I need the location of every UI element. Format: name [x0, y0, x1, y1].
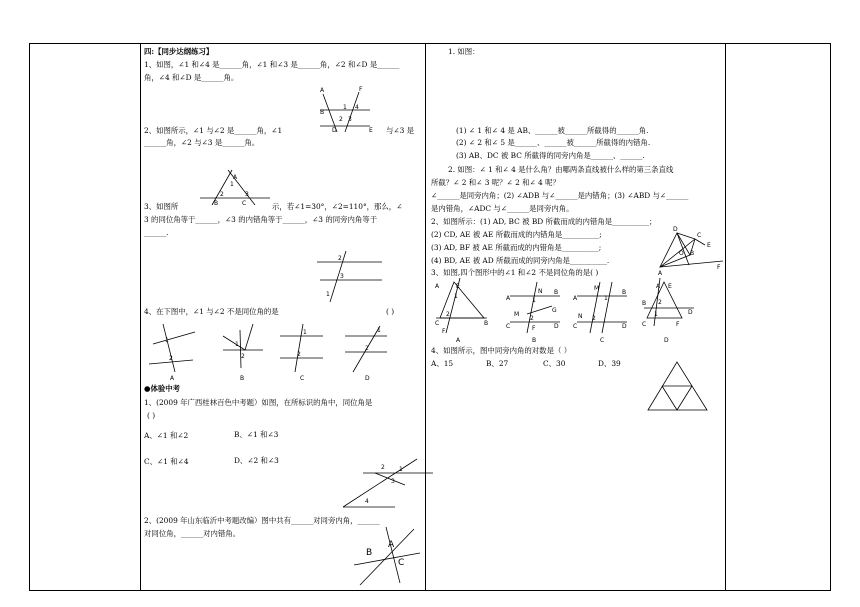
r3-option-b: B	[532, 337, 537, 344]
label-c: C	[242, 200, 247, 207]
r3a-label-c: C	[435, 320, 440, 327]
right-q2-line-2: 所截？∠ 2 和∠ 3 呢？∠ 2 和∠ 4 呢？	[431, 178, 560, 187]
column-divider-3	[725, 43, 726, 591]
label-b: B	[366, 548, 373, 558]
label-o: O	[679, 250, 684, 257]
exam-1-option-d: D、∠2 和∠3	[234, 456, 279, 465]
label-2: 2	[220, 191, 224, 198]
label-4: 4	[355, 104, 359, 111]
right-q1-c: (3) AB、DC 被 BC 所截得的同旁内角是______、______.	[456, 151, 645, 160]
figure-r4-triangle	[645, 360, 710, 412]
figure-q4-options	[145, 320, 390, 380]
angle-1-d: 1	[377, 327, 381, 334]
exam-heading: ●体验中考	[144, 384, 181, 393]
question-2-line-1: 2、如图所示，∠1 与∠2 是______角，∠1	[144, 126, 283, 135]
label-1: 1	[343, 104, 347, 111]
r3b-label-a: A	[506, 295, 511, 302]
r3b-label-f: F	[532, 325, 536, 332]
angle-4: 4	[365, 498, 369, 505]
angle-1: 1	[399, 466, 403, 473]
angle-2-c: 2	[297, 351, 301, 358]
option-b-label: B	[240, 375, 245, 382]
right-r4-option-c: C、30	[543, 359, 566, 368]
label-b: B	[690, 250, 695, 257]
exam-2-line-1: 2、(2009 年山东临沂中考题改编）图中共有______对同旁内角，______	[144, 516, 380, 525]
r3d-label-b: B	[642, 300, 647, 307]
label-f: F	[359, 86, 363, 93]
right-q1-heading: 1. 如图：	[448, 47, 480, 56]
r3a-label-a: A	[435, 283, 440, 290]
r3b-label-c: C	[506, 323, 511, 330]
angle-2-b: 2	[241, 353, 245, 360]
r3d-label-f: F	[676, 321, 680, 328]
exam-1-line-1: 1、(2009 年广西桂林百色中考题）如图，在所标识的角中，同位角是	[144, 398, 373, 407]
label-e: E	[707, 242, 711, 249]
question-3-line-1a: 3、如图所	[144, 202, 179, 211]
right-r4-option-a: A、15	[431, 359, 454, 368]
r3c-label-2: 2	[592, 315, 596, 322]
figure-q3	[200, 165, 270, 210]
label-1: 1	[326, 291, 330, 298]
right-r2-line-2: (2) CD, AE 被 AE 所截而成的内错角是__________;	[431, 230, 602, 239]
label-b: B	[214, 200, 219, 207]
r3a-label-2: 2	[446, 311, 450, 318]
r3c-label-m: M	[594, 285, 600, 292]
question-4-paren: ( )	[386, 307, 395, 316]
exam-2-line-2: 对同位角，______对内错角。	[144, 529, 241, 538]
label-a: A	[320, 87, 325, 94]
right-q1-b: (2) ∠ 2 和∠ 5 是______、______被______所截得的内错角.	[456, 138, 651, 147]
label-3: 3	[340, 273, 344, 280]
figure-exam-2	[352, 525, 422, 587]
r3d-label-e: E	[668, 283, 672, 290]
right-q2-line-1: 2. 如图：∠ 1 和∠ 4 是什么角？由哪两条直线被什么样的第三条直线	[448, 165, 674, 174]
exam-1-option-b: B、∠1 和∠3	[234, 430, 279, 439]
angle-2: 2	[381, 464, 385, 471]
right-r4-option-d: D、39	[598, 359, 621, 368]
r3-option-a: A	[456, 337, 461, 344]
question-1-line-2: 角，∠4 和∠D 是______角。	[144, 73, 239, 82]
label-c: C	[398, 558, 405, 568]
r3-option-c: C	[600, 337, 605, 344]
r3b-label-b: B	[554, 289, 559, 296]
label-a: A	[233, 174, 238, 181]
question-3-line-2: 3 的同位角等于______，∠3 的内错角等于______，∠3 的同旁内角等于	[144, 215, 378, 224]
question-2-line-2: ______角，∠2 与∠3 是______角。	[144, 138, 260, 147]
label-c: C	[697, 232, 702, 239]
r3d-label-a: A	[656, 283, 661, 290]
figure-exam-1	[335, 455, 435, 510]
label-2: 2	[338, 255, 342, 262]
r3c-label-c: C	[573, 323, 578, 330]
right-q1-a: (1) ∠ 1 和∠ 4 是 AB、______被______所截得的______角.	[456, 126, 649, 135]
r3c-label-1: 1	[604, 295, 608, 302]
label-3: 3	[245, 191, 249, 198]
r3c-label-d: D	[622, 323, 627, 330]
angle-2-d: 2	[365, 345, 369, 352]
option-c-label: C	[300, 375, 305, 382]
label-1: 1	[230, 181, 234, 188]
question-3-line-1b: 示，若∠1=30°，∠2=110°，那么，∠	[272, 202, 403, 211]
right-r2-line-3: (3) AD, BF 被 AE 所截而成的内错角是__________;	[431, 243, 602, 252]
label-a: A	[388, 540, 395, 550]
question-3-line-3: ______.	[144, 228, 169, 237]
r3a-label-b: B	[484, 320, 489, 327]
section-heading: 四:【同步达纲练习】	[144, 47, 214, 56]
r3b-label-m: M	[514, 311, 520, 318]
label-e: E	[369, 127, 373, 134]
exam-1-option-c: C、∠1 和∠4	[144, 457, 189, 466]
right-r4-line: 4、如图所示，图中同旁内角的对数是（ ）	[431, 346, 572, 355]
r3d-label-1: 1	[654, 311, 658, 318]
option-a-label: A	[170, 375, 175, 382]
r3c-label-n: N	[578, 313, 583, 320]
r3a-label-f: F	[442, 328, 446, 335]
figure-q1	[315, 84, 390, 134]
question-4-text: 4、在下图中，∠1 与∠2 不是同位角的是	[144, 307, 279, 316]
question-2-line-1b: 与∠3 是	[386, 126, 415, 135]
r3b-label-g: G	[552, 307, 557, 314]
r3-option-d: D	[664, 337, 669, 344]
angle-1-b: 1	[235, 341, 239, 348]
question-1-line-1: 1、如图，∠1 和∠4 是______角，∠1 和∠3 是______角，∠2 和∠D 是______	[144, 60, 400, 69]
r3b-label-n: N	[538, 288, 543, 295]
label-d: D	[332, 127, 337, 134]
angle-2-a: 2	[169, 355, 173, 362]
r3b-label-1: 1	[532, 297, 536, 304]
angle-1-c: 1	[303, 329, 307, 336]
right-r2-line-1: 2、如图所示：(1) AD, BC 被 BD 所截而成的内错角是__________；	[431, 217, 657, 226]
r3d-label-2: 2	[658, 299, 662, 306]
figure-r3-options	[432, 278, 697, 343]
r3a-label-1: 1	[454, 293, 458, 300]
label-f: F	[717, 264, 721, 271]
right-r4-option-b: B、27	[486, 359, 509, 368]
r3b-label-d: D	[554, 323, 559, 330]
r3d-label-d: D	[688, 309, 693, 316]
label-d: D	[673, 226, 678, 233]
label-b: B	[320, 109, 325, 116]
r3b-label-2: 2	[530, 315, 534, 322]
r3c-label-b: B	[622, 289, 627, 296]
label-3: 3	[348, 116, 352, 123]
label-2: 2	[339, 116, 343, 123]
right-r3-line: 3、如图,四个图形中的∠1 和∠2 不是同位角的是( )	[431, 268, 599, 277]
r3c-label-a: A	[573, 295, 578, 302]
right-q2-line-4: 是内错角，∠ADC 与∠______是同旁内角。	[431, 204, 574, 213]
column-divider-1	[140, 43, 141, 591]
r3a-label-e: E	[456, 283, 460, 290]
exam-1-option-a: A、∠1 和∠2	[144, 431, 189, 440]
angle-1-a: 1	[165, 337, 169, 344]
right-r2-line-4: (4) BD, AE 被 AD 所截而成的同旁内角是__________.	[431, 256, 610, 265]
figure-r2	[655, 225, 725, 275]
angle-3: 3	[391, 478, 395, 485]
figure-q3b	[312, 248, 384, 303]
right-q2-line-3: ∠______是同旁内角；(2) ∠ADB 与∠______是内错角；(3) ∠ABD 与∠______	[431, 191, 689, 200]
option-d-label: D	[365, 375, 370, 382]
r3d-label-c: C	[642, 321, 647, 328]
label-a: A	[658, 270, 663, 277]
exam-1-paren: ( )	[147, 411, 156, 420]
